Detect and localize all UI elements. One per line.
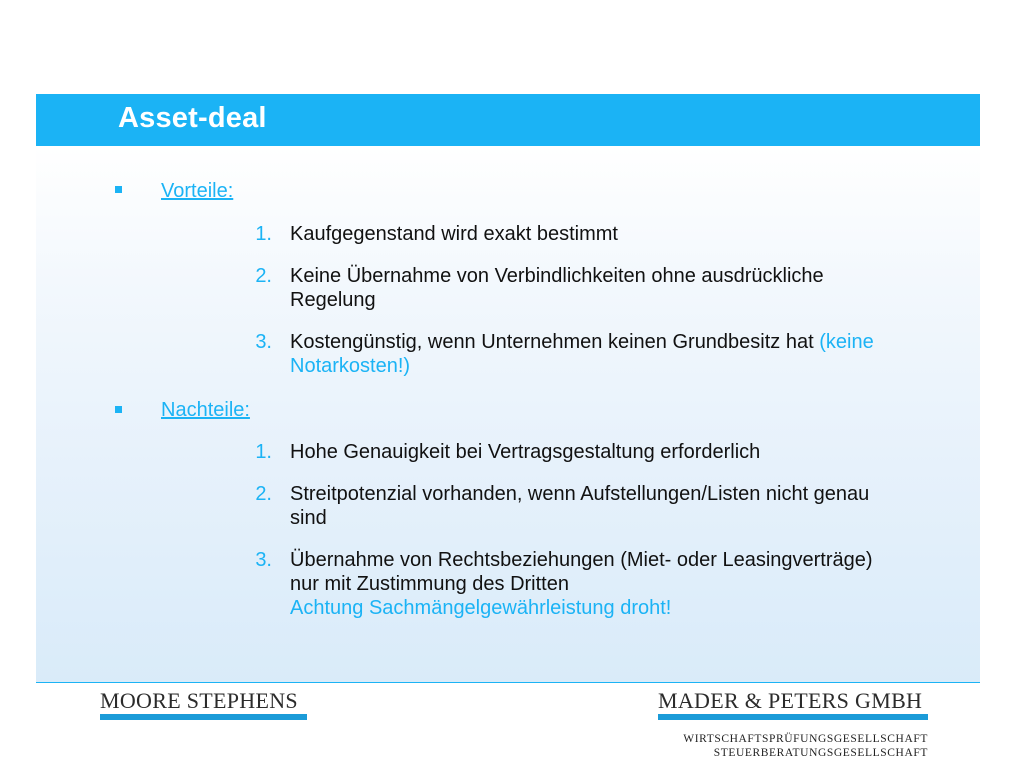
advantage-number: 3.	[255, 331, 272, 353]
disadvantages-heading: Nachteile:	[161, 399, 250, 421]
advantage-item	[290, 264, 850, 312]
disadvantage-item	[290, 482, 910, 530]
disadvantage-item-text: Streitpotenzial vorhanden, wenn Aufstellungen/Listen nicht genau sind	[290, 483, 870, 529]
bullet-square-icon	[115, 406, 122, 413]
advantage-number: 1.	[255, 223, 272, 245]
advantage-item-text: Keine Übernahme von Verbindlichkeiten ohne ausdrückliche Regelung	[290, 265, 824, 311]
disadvantage-item-text: Übernahme von Rechtsbeziehungen (Miet- oder Leasingverträge) nur mit Zustimmung des Dritten	[290, 549, 873, 595]
advantages-heading: Vorteile:	[161, 180, 234, 202]
company-subtitle-tax: STEUERBERATUNGSGESELLSCHAFT	[713, 747, 928, 759]
title-bar	[36, 94, 980, 146]
disadvantage-item-highlight: Achtung Sachmängelgewährleistung droht!	[290, 597, 672, 619]
company-subtitle-audit: WIRTSCHAFTSPRÜFUNGSGESELLSCHAFT	[683, 733, 928, 745]
mader-peters-logo-bar	[658, 714, 928, 720]
advantage-item	[290, 222, 930, 246]
advantage-item	[290, 330, 930, 378]
moore-stephens-logo-bar	[100, 714, 307, 720]
bullet-square-icon	[115, 186, 122, 193]
moore-stephens-logo: MOORE STEPHENS	[100, 688, 298, 713]
advantage-item-text: Kaufgegenstand wird exakt bestimmt	[290, 223, 618, 245]
disadvantage-number: 3.	[255, 549, 272, 571]
mader-peters-logo: MADER & PETERS GMBH	[658, 688, 923, 713]
disadvantage-number: 2.	[255, 483, 272, 505]
disadvantage-item	[290, 548, 890, 620]
disadvantage-item	[290, 440, 930, 464]
advantage-number: 2.	[255, 265, 272, 287]
disadvantage-item-text: Hohe Genauigkeit bei Vertragsgestaltung erforderlich	[290, 441, 761, 463]
footer-divider	[36, 682, 980, 683]
slide-title: Asset-deal	[118, 102, 267, 134]
disadvantage-number: 1.	[255, 441, 272, 463]
advantage-item-text: Kostengünstig, wenn Unternehmen keinen Grundbesitz hat	[290, 331, 814, 353]
advantage-item-highlight: (keine Notarkosten!)	[290, 331, 874, 377]
